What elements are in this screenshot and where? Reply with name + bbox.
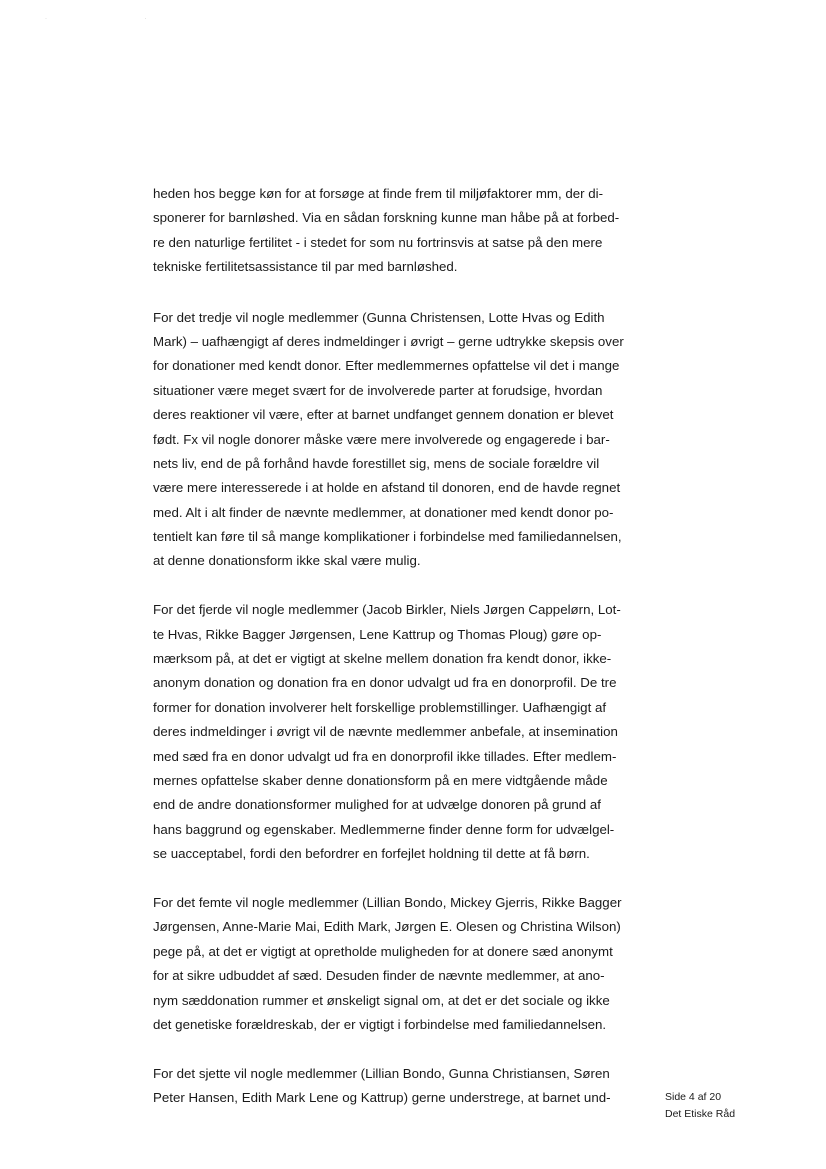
text-line: For det sjette vil nogle medlemmer (Lillian Bondo, Gunna Christiansen, Søren xyxy=(153,1065,610,1081)
text-line: deres reaktioner vil være, efter at barnet undfanget gennem donation er blevet xyxy=(153,407,614,423)
text-line: tentielt kan føre til så mange komplikationer i forbindelse med familiedannelsen, xyxy=(153,529,622,545)
text-line: hans baggrund og egenskaber. Medlemmerne finder denne form for udvælgel- xyxy=(153,821,615,837)
text-line: end de andre donationsformer mulighed for at udvælge donoren på grund af xyxy=(153,797,601,813)
paragraph xyxy=(153,1062,653,1111)
text-line: mærksom på, at det er vigtigt at skelne mellem donation fra kendt donor, ikke- xyxy=(153,651,612,667)
text-line: være mere interesserede i at holde en afstand til donoren, end de havde regnet xyxy=(153,480,621,496)
text-line: Mark) – uafhængigt af deres indmeldinger i øvrigt – gerne udtrykke skepsis over xyxy=(153,333,624,349)
text-line: For det tredje vil nogle medlemmer (Gunna Christensen, Lotte Hvas og Edith xyxy=(153,309,605,325)
text-line: anonym donation og donation fra en donor udvalgt ud fra en donorprofil. De tre xyxy=(153,675,617,691)
text-line: nym sæddonation rummer et ønskeligt signal om, at det er det sociale og ikke xyxy=(153,992,610,1008)
text-line: mernes opfattelse skaber denne donationsform på en mere vidtgående måde xyxy=(153,772,608,788)
text-line: te Hvas, Rikke Bagger Jørgensen, Lene Kattrup og Thomas Ploug) gøre op- xyxy=(153,626,602,642)
text-line: pege på, at det er vigtigt at opretholde muligheden for at donere sæd anonymt xyxy=(153,943,613,959)
text-line: deres indmeldinger i øvrigt vil de nævnte medlemmer anbefale, at insemination xyxy=(153,724,618,740)
text-line: tekniske fertilitetsassistance til par med barnløshed. xyxy=(153,259,458,275)
text-line: heden hos begge køn for at forsøge at finde frem til miljøfaktorer mm, der di- xyxy=(153,186,604,201)
text-line: former for donation involverer helt forskellige problemstillinger. Uafhængigt af xyxy=(153,699,607,715)
text-line: for at sikre udbuddet af sæd. Desuden finder de nævnte medlemmer, at ano- xyxy=(153,968,605,984)
text-line: For det fjerde vil nogle medlemmer (Jacob Birkler, Niels Jørgen Cappelørn, Lot- xyxy=(153,602,621,618)
document-body xyxy=(153,182,653,1135)
text-line: situationer være meget svært for de involverede parter at forudsige, hvordan xyxy=(153,382,603,398)
organization-name: Det Etiske Råd xyxy=(665,1108,736,1120)
text-line: Jørgensen, Anne-Marie Mai, Edith Mark, Jørgen E. Olesen og Christina Wilson) xyxy=(153,919,621,935)
page-footer xyxy=(665,1089,735,1123)
scan-artifact: · · xyxy=(45,16,195,22)
paragraph xyxy=(153,306,653,574)
text-line: re den naturlige fertilitet - i stedet for som nu fortrinsvis at satse på den mere xyxy=(153,234,603,250)
text-line: født. Fx vil nogle donorer måske være mere involverede og engagerede i bar- xyxy=(153,431,610,447)
text-line: sponerer for barnløshed. Via en sådan forskning kunne man håbe på at forbed- xyxy=(153,210,620,226)
text-line: se uacceptabel, fordi den befordrer en forfejlet holdning til dette at få børn. xyxy=(153,846,590,862)
text-line: for donationer med kendt donor. Efter medlemmernes opfattelse vil det i mange xyxy=(153,358,620,374)
paragraph xyxy=(153,182,653,280)
text-line: med. Alt i alt finder de nævnte medlemmer, at donationer med kendt donor po- xyxy=(153,504,614,520)
paragraph xyxy=(153,598,653,866)
text-line: nets liv, end de på forhånd havde forestillet sig, mens de sociale forældre vil xyxy=(153,455,600,471)
text-line: For det femte vil nogle medlemmer (Lillian Bondo, Mickey Gjerris, Rikke Bagger xyxy=(153,894,622,910)
text-line: at denne donationsform ikke skal være mulig. xyxy=(153,553,421,569)
paragraph xyxy=(153,891,653,1037)
text-line: det genetiske forældreskab, der er vigtigt i forbindelse med familiedannelsen. xyxy=(153,1016,607,1032)
page-number: Side 4 af 20 xyxy=(665,1091,722,1103)
text-line: med sæd fra en donor udvalgt ud fra en donorprofil ikke tillades. Efter medlem- xyxy=(153,748,617,764)
text-line: Peter Hansen, Edith Mark Lene og Kattrup) gerne understrege, at barnet und- xyxy=(153,1090,611,1106)
